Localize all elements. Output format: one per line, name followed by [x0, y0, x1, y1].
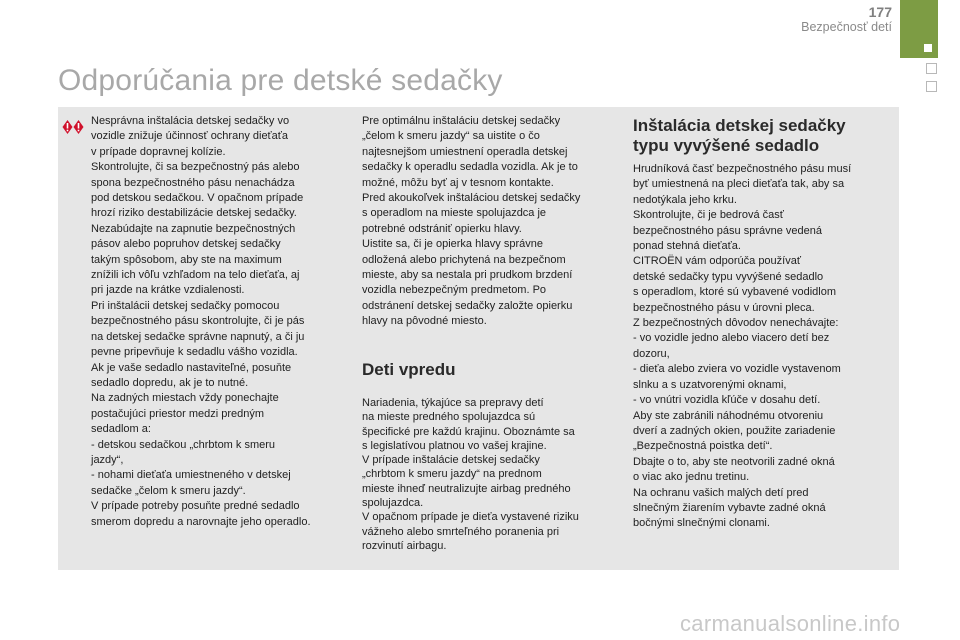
column-2-text-2: Nariadenia, týkajúce sa prepravy detí na mieste predného spolujazdca sú špecifické pre každú krajinu. Oboznámte sa s legislatívou platnou vo vašej krajine. V prípade inštalácie detskej sedačky „chrbtom k smeru jazdy“ na prednom mieste ihneď neutralizujte airbag predného spolujazdca. V opačnom prípade je dieťa vystavené riziku vážneho alebo smrteľného poranenia pri rozvinutí airbagu.: [362, 397, 579, 552]
column-1-text: Nesprávna inštalácia detskej sedačky vo vozidle znižuje účinnosť ochrany dieťaťa v prípade dopravnej kolízie. Skontrolujte, či sa bezpečnostný pás alebo spona bezpečnostného pásu nenachádza pod detskou sedačkou. V opačnom prípade hrozí riziko destabilizácie detskej sedačky. Nezabúdajte na zapnutie bezpečnostných pásov alebo popruhov detskej sedačky takým spôsobom, aby ste na maximum znížili ich vôľu vzhľadom na telo dieťaťa, aj pri jazde na krátke vzdialenosti. Pri inštalácii detskej sedačky pomocou bezpečnostného pásu skontrolujte, či je pás na detskej sedačke správne napnutý, a či ju pevne pripevňuje k sedadlu vášho vozidla. Ak je vaše sedadlo nastaviteľné, posuňte sedadlo dopredu, ak je to nutné. Na zadných miestach vždy ponechajte postačujúci priestor medzi predným sedadlom a: - detskou sedačkou „chrbtom k smeru jazdy“, - nohami dieťaťa umiestneného v detskej sedačke „čelom k smeru jazdy“. V prípade potreby posuňte predné sedadlo smerom dopredu a narovnajte jeho operadlo.: [91, 115, 311, 528]
nav-square-icon-bottom[interactable]: [926, 81, 937, 92]
section-tab: [900, 0, 938, 58]
heading-front-children: Deti vpredu: [362, 360, 456, 379]
page-title: Odporúčania pre detské sedačky: [58, 64, 503, 97]
nav-square-icon-top[interactable]: [926, 63, 937, 74]
section-label: Bezpečnosť detí: [801, 20, 892, 34]
warning-icon: [62, 119, 84, 135]
section-tab-square-icon: [924, 44, 932, 52]
column-3-text: Hrudníková časť bezpečnostného pásu musí byť umiestnená na pleci dieťaťa tak, aby sa nedotýkala jeho krku. Skontrolujte, či je bedrová časť bezpečnostného pásu správne vedená ponad stehná dieťaťa. CITROËN vám odporúča používať detské sedačky typu vyvýšené sedadlo s operadlom, ktoré sú vybavené vodidlom bezpečnostného pásu v úrovni pleca. Z bezpečnostných dôvodov nenechávajte: - vo vozidle jedno alebo viacero detí bez dozoru, - dieťa alebo zviera vo vozidle vystavenom slnku a s uzatvorenými oknami, - vo vnútri vozidla kľúče v dosahu detí. Aby ste zabránili náhodnému otvoreniu dverí a zadných okien, použite zariadenie „Bezpečnostná poistka detí“. Dbajte o to, aby ste neotvorili zadné okná o viac ako jednu tretinu. Na ochranu vašich malých detí pred slnečným žiarením vybavte zadné okná bočnými slnečnými clonami.: [633, 163, 852, 530]
heading-booster-seat: Inštalácia detskej sedačky typu vyvýšené sedadlo: [633, 116, 846, 155]
footer-watermark: carmanualsonline.info: [680, 611, 901, 636]
page-number: 177: [868, 4, 892, 20]
column-2-text: Pre optimálnu inštaláciu detskej sedačky „čelom k smeru jazdy“ sa uistite o čo najtesnejšom umiestnení operadla detskej sedačky k operadlu sedadla vozidla. Ak je to možné, môžu byť aj v tesnom kontakte. Pred akoukoľvek inštaláciou detskej sedačky s operadlom na mieste spolujazdca je potrebné odstrániť opierku hlavy. Uistite sa, či je opierka hlavy správne odložená alebo prichytená na bezpečnom mieste, aby sa nestala pri prudkom brzdení vozidla nebezpečným predmetom. Po odstránení detskej sedačky založte opierku hlavy na pôvodné miesto.: [362, 115, 581, 328]
